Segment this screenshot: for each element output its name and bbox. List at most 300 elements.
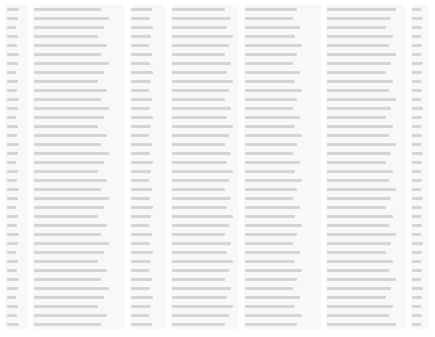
table-cell bbox=[239, 158, 321, 167]
illegible-text-smudge bbox=[327, 62, 391, 65]
table-row bbox=[6, 221, 429, 230]
table-cell bbox=[321, 59, 406, 68]
illegible-text-smudge bbox=[7, 278, 19, 281]
illegible-text-smudge bbox=[7, 197, 18, 200]
table-cell bbox=[166, 185, 239, 194]
illegible-text-smudge bbox=[327, 188, 396, 191]
illegible-text-smudge bbox=[131, 170, 151, 173]
illegible-text-smudge bbox=[327, 224, 389, 227]
illegible-text-smudge bbox=[412, 116, 422, 119]
table-cell bbox=[239, 293, 321, 302]
illegible-text-smudge bbox=[172, 53, 225, 56]
table-cell bbox=[239, 32, 321, 41]
table-cell bbox=[125, 275, 166, 284]
table-cell bbox=[239, 266, 321, 275]
table-cell bbox=[166, 293, 239, 302]
illegible-text-smudge bbox=[34, 179, 107, 182]
illegible-text-smudge bbox=[7, 206, 16, 209]
illegible-text-smudge bbox=[7, 287, 18, 290]
illegible-text-smudge bbox=[412, 26, 422, 29]
table-cell bbox=[239, 14, 321, 23]
illegible-text-smudge bbox=[245, 278, 297, 281]
illegible-text-smudge bbox=[172, 80, 233, 83]
table-cell bbox=[321, 68, 406, 77]
table-cell bbox=[166, 302, 239, 311]
illegible-text-smudge bbox=[245, 305, 295, 308]
illegible-text-smudge bbox=[172, 161, 227, 164]
table-row bbox=[6, 203, 429, 212]
illegible-text-smudge bbox=[7, 224, 17, 227]
illegible-text-smudge bbox=[7, 251, 16, 254]
table-cell bbox=[6, 239, 28, 248]
table-cell bbox=[321, 5, 406, 14]
illegible-text-smudge bbox=[131, 179, 149, 182]
table-cell bbox=[239, 194, 321, 203]
table-row bbox=[6, 50, 429, 59]
data-table bbox=[6, 5, 429, 329]
table-row bbox=[6, 113, 429, 122]
illegible-text-smudge bbox=[172, 215, 233, 218]
table-row bbox=[6, 293, 429, 302]
table-cell bbox=[166, 176, 239, 185]
illegible-text-smudge bbox=[172, 323, 225, 326]
table-cell bbox=[6, 248, 28, 257]
table-cell bbox=[166, 248, 239, 257]
illegible-text-smudge bbox=[172, 314, 229, 317]
table-cell bbox=[6, 275, 28, 284]
table-cell bbox=[28, 50, 125, 59]
table-cell bbox=[406, 77, 429, 86]
table-row bbox=[6, 68, 429, 77]
illegible-text-smudge bbox=[7, 170, 18, 173]
table-cell bbox=[6, 77, 28, 86]
illegible-text-smudge bbox=[7, 323, 19, 326]
illegible-text-smudge bbox=[131, 314, 149, 317]
table-cell bbox=[125, 311, 166, 320]
illegible-text-smudge bbox=[34, 35, 98, 38]
illegible-text-smudge bbox=[245, 35, 295, 38]
illegible-text-smudge bbox=[7, 269, 17, 272]
table-cell bbox=[125, 230, 166, 239]
table-cell bbox=[406, 14, 429, 23]
illegible-text-smudge bbox=[7, 17, 18, 20]
table-cell bbox=[6, 167, 28, 176]
illegible-text-smudge bbox=[327, 71, 386, 74]
illegible-text-smudge bbox=[245, 44, 302, 47]
illegible-text-smudge bbox=[7, 134, 17, 137]
table-cell bbox=[125, 77, 166, 86]
table-cell bbox=[406, 41, 429, 50]
illegible-text-smudge bbox=[34, 206, 104, 209]
table-cell bbox=[28, 59, 125, 68]
table-cell bbox=[239, 248, 321, 257]
table-cell bbox=[321, 140, 406, 149]
table-cell bbox=[406, 50, 429, 59]
illegible-text-smudge bbox=[245, 107, 293, 110]
illegible-text-smudge bbox=[172, 179, 229, 182]
illegible-text-smudge bbox=[245, 179, 302, 182]
table-cell bbox=[125, 167, 166, 176]
table-cell bbox=[166, 59, 239, 68]
table-cell bbox=[28, 257, 125, 266]
illegible-text-smudge bbox=[327, 179, 389, 182]
table-cell bbox=[406, 293, 429, 302]
table-cell bbox=[28, 185, 125, 194]
table-cell bbox=[239, 50, 321, 59]
illegible-text-smudge bbox=[412, 143, 421, 146]
table-cell bbox=[321, 14, 406, 23]
table-cell bbox=[125, 104, 166, 113]
table-row bbox=[6, 14, 429, 23]
illegible-text-smudge bbox=[412, 314, 422, 317]
table-cell bbox=[321, 23, 406, 32]
table-cell bbox=[28, 302, 125, 311]
table-cell bbox=[166, 212, 239, 221]
illegible-text-smudge bbox=[7, 215, 18, 218]
illegible-text-smudge bbox=[131, 161, 153, 164]
table-row bbox=[6, 122, 429, 131]
table-cell bbox=[125, 158, 166, 167]
table-row bbox=[6, 185, 429, 194]
table-cell bbox=[321, 176, 406, 185]
illegible-text-smudge bbox=[327, 80, 393, 83]
table-cell bbox=[239, 275, 321, 284]
illegible-text-smudge bbox=[7, 314, 17, 317]
table-cell bbox=[125, 140, 166, 149]
table-cell bbox=[239, 221, 321, 230]
table-row bbox=[6, 86, 429, 95]
table-cell bbox=[166, 230, 239, 239]
illegible-text-smudge bbox=[34, 116, 104, 119]
table-cell bbox=[239, 104, 321, 113]
table-cell bbox=[166, 275, 239, 284]
table-cell bbox=[28, 311, 125, 320]
illegible-text-smudge bbox=[412, 296, 422, 299]
table-cell bbox=[406, 257, 429, 266]
table-cell bbox=[406, 284, 429, 293]
illegible-text-smudge bbox=[172, 170, 233, 173]
illegible-text-smudge bbox=[34, 197, 109, 200]
table-cell bbox=[6, 95, 28, 104]
table-cell bbox=[6, 203, 28, 212]
illegible-text-smudge bbox=[245, 17, 293, 20]
table-cell bbox=[125, 266, 166, 275]
illegible-text-smudge bbox=[34, 53, 101, 56]
illegible-text-smudge bbox=[327, 26, 386, 29]
illegible-text-smudge bbox=[131, 269, 149, 272]
table-cell bbox=[166, 194, 239, 203]
table-cell bbox=[166, 266, 239, 275]
illegible-text-smudge bbox=[34, 242, 109, 245]
illegible-text-smudge bbox=[327, 206, 386, 209]
table-cell bbox=[125, 50, 166, 59]
illegible-text-smudge bbox=[172, 143, 225, 146]
illegible-text-smudge bbox=[7, 179, 17, 182]
illegible-text-smudge bbox=[7, 116, 16, 119]
scanned-table-area bbox=[6, 5, 429, 330]
table-cell bbox=[28, 104, 125, 113]
illegible-text-smudge bbox=[245, 188, 297, 191]
illegible-text-smudge bbox=[172, 17, 231, 20]
table-cell bbox=[125, 302, 166, 311]
table-row bbox=[6, 176, 429, 185]
illegible-text-smudge bbox=[412, 269, 422, 272]
table-cell bbox=[321, 32, 406, 41]
table-cell bbox=[166, 158, 239, 167]
table-cell bbox=[125, 86, 166, 95]
table-cell bbox=[6, 59, 28, 68]
illegible-text-smudge bbox=[172, 125, 233, 128]
illegible-text-smudge bbox=[172, 251, 227, 254]
table-row bbox=[6, 284, 429, 293]
illegible-text-smudge bbox=[327, 296, 386, 299]
illegible-text-smudge bbox=[245, 269, 302, 272]
illegible-text-smudge bbox=[34, 125, 98, 128]
table-row bbox=[6, 257, 429, 266]
illegible-text-smudge bbox=[7, 89, 17, 92]
illegible-text-smudge bbox=[172, 116, 227, 119]
illegible-text-smudge bbox=[7, 44, 17, 47]
illegible-text-smudge bbox=[412, 62, 423, 65]
illegible-text-smudge bbox=[412, 98, 421, 101]
illegible-text-smudge bbox=[131, 8, 152, 11]
table-cell bbox=[321, 311, 406, 320]
illegible-text-smudge bbox=[327, 305, 393, 308]
table-cell bbox=[6, 311, 28, 320]
illegible-text-smudge bbox=[131, 233, 152, 236]
table-cell bbox=[6, 302, 28, 311]
illegible-text-smudge bbox=[34, 71, 104, 74]
illegible-text-smudge bbox=[245, 260, 295, 263]
illegible-text-smudge bbox=[327, 251, 386, 254]
table-cell bbox=[166, 221, 239, 230]
illegible-text-smudge bbox=[412, 8, 421, 11]
illegible-text-smudge bbox=[131, 17, 150, 20]
table-cell bbox=[239, 185, 321, 194]
illegible-text-smudge bbox=[245, 161, 300, 164]
illegible-text-smudge bbox=[34, 134, 107, 137]
illegible-text-smudge bbox=[245, 125, 295, 128]
illegible-text-smudge bbox=[131, 206, 153, 209]
table-cell bbox=[28, 140, 125, 149]
table-cell bbox=[6, 176, 28, 185]
table-cell bbox=[28, 95, 125, 104]
table-cell bbox=[166, 122, 239, 131]
table-cell bbox=[166, 32, 239, 41]
illegible-text-smudge bbox=[7, 53, 19, 56]
table-cell bbox=[125, 212, 166, 221]
table-cell bbox=[6, 257, 28, 266]
table-cell bbox=[28, 41, 125, 50]
illegible-text-smudge bbox=[131, 98, 152, 101]
table-cell bbox=[28, 158, 125, 167]
table-cell bbox=[125, 194, 166, 203]
table-row bbox=[6, 266, 429, 275]
illegible-text-smudge bbox=[327, 260, 393, 263]
illegible-text-smudge bbox=[172, 305, 233, 308]
table-cell bbox=[6, 131, 28, 140]
table-cell bbox=[6, 185, 28, 194]
table-cell bbox=[125, 14, 166, 23]
illegible-text-smudge bbox=[34, 323, 101, 326]
illegible-text-smudge bbox=[131, 296, 153, 299]
illegible-text-smudge bbox=[245, 206, 300, 209]
illegible-text-smudge bbox=[131, 305, 151, 308]
table-cell bbox=[239, 230, 321, 239]
table-cell bbox=[406, 158, 429, 167]
table-cell bbox=[321, 41, 406, 50]
illegible-text-smudge bbox=[245, 251, 300, 254]
table-cell bbox=[6, 23, 28, 32]
table-row bbox=[6, 104, 429, 113]
table-cell bbox=[239, 23, 321, 32]
table-cell bbox=[239, 95, 321, 104]
table-cell bbox=[239, 131, 321, 140]
table-cell bbox=[239, 113, 321, 122]
illegible-text-smudge bbox=[7, 8, 19, 11]
illegible-text-smudge bbox=[34, 44, 107, 47]
table-cell bbox=[28, 293, 125, 302]
illegible-text-smudge bbox=[131, 197, 150, 200]
illegible-text-smudge bbox=[172, 98, 225, 101]
illegible-text-smudge bbox=[131, 260, 151, 263]
table-cell bbox=[6, 266, 28, 275]
table-cell bbox=[321, 221, 406, 230]
table-cell bbox=[125, 176, 166, 185]
table-cell bbox=[6, 140, 28, 149]
table-cell bbox=[321, 149, 406, 158]
table-cell bbox=[406, 221, 429, 230]
table-cell bbox=[321, 203, 406, 212]
illegible-text-smudge bbox=[131, 62, 150, 65]
table-cell bbox=[406, 176, 429, 185]
table-cell bbox=[406, 239, 429, 248]
table-cell bbox=[321, 239, 406, 248]
table-cell bbox=[406, 194, 429, 203]
illegible-text-smudge bbox=[327, 323, 396, 326]
table-cell bbox=[406, 212, 429, 221]
illegible-text-smudge bbox=[327, 278, 396, 281]
illegible-text-smudge bbox=[131, 152, 150, 155]
table-cell bbox=[125, 221, 166, 230]
illegible-text-smudge bbox=[245, 287, 293, 290]
table-cell bbox=[28, 194, 125, 203]
illegible-text-smudge bbox=[245, 233, 297, 236]
illegible-text-smudge bbox=[131, 44, 149, 47]
table-cell bbox=[406, 302, 429, 311]
illegible-text-smudge bbox=[7, 98, 19, 101]
table-cell bbox=[166, 257, 239, 266]
table-cell bbox=[321, 95, 406, 104]
table-cell bbox=[239, 140, 321, 149]
illegible-text-smudge bbox=[245, 170, 295, 173]
illegible-text-smudge bbox=[245, 26, 300, 29]
illegible-text-smudge bbox=[34, 107, 109, 110]
illegible-text-smudge bbox=[34, 251, 104, 254]
illegible-text-smudge bbox=[172, 260, 233, 263]
illegible-text-smudge bbox=[7, 152, 18, 155]
table-cell bbox=[406, 149, 429, 158]
table-cell bbox=[321, 104, 406, 113]
illegible-text-smudge bbox=[245, 89, 302, 92]
table-cell bbox=[6, 41, 28, 50]
illegible-text-smudge bbox=[172, 8, 225, 11]
table-cell bbox=[239, 203, 321, 212]
table-row bbox=[6, 230, 429, 239]
table-cell bbox=[321, 275, 406, 284]
illegible-text-smudge bbox=[7, 233, 19, 236]
illegible-text-smudge bbox=[412, 44, 422, 47]
illegible-text-smudge bbox=[245, 197, 293, 200]
table-cell bbox=[239, 41, 321, 50]
illegible-text-smudge bbox=[131, 278, 152, 281]
table-cell bbox=[406, 311, 429, 320]
table-cell bbox=[6, 86, 28, 95]
illegible-text-smudge bbox=[327, 134, 389, 137]
illegible-text-smudge bbox=[412, 305, 421, 308]
table-cell bbox=[125, 122, 166, 131]
illegible-text-smudge bbox=[131, 26, 153, 29]
table-row bbox=[6, 59, 429, 68]
table-cell bbox=[166, 41, 239, 50]
table-row bbox=[6, 149, 429, 158]
illegible-text-smudge bbox=[131, 116, 153, 119]
illegible-text-smudge bbox=[172, 134, 229, 137]
illegible-text-smudge bbox=[131, 35, 151, 38]
table-cell bbox=[321, 212, 406, 221]
illegible-text-smudge bbox=[412, 179, 422, 182]
table-cell bbox=[321, 257, 406, 266]
illegible-text-smudge bbox=[172, 206, 227, 209]
table-cell bbox=[6, 284, 28, 293]
table-cell bbox=[239, 311, 321, 320]
table-body bbox=[6, 5, 429, 329]
table-cell bbox=[6, 122, 28, 131]
table-cell bbox=[6, 158, 28, 167]
illegible-text-smudge bbox=[245, 296, 300, 299]
table-cell bbox=[239, 77, 321, 86]
illegible-text-smudge bbox=[245, 224, 302, 227]
illegible-text-smudge bbox=[412, 107, 423, 110]
table-cell bbox=[406, 230, 429, 239]
illegible-text-smudge bbox=[7, 296, 16, 299]
table-cell bbox=[28, 320, 125, 329]
table-cell bbox=[28, 275, 125, 284]
table-cell bbox=[28, 122, 125, 131]
illegible-text-smudge bbox=[34, 98, 101, 101]
illegible-text-smudge bbox=[172, 224, 229, 227]
table-cell bbox=[125, 59, 166, 68]
table-cell bbox=[6, 50, 28, 59]
table-cell bbox=[166, 5, 239, 14]
table-cell bbox=[321, 284, 406, 293]
table-cell bbox=[321, 113, 406, 122]
table-row bbox=[6, 158, 429, 167]
illegible-text-smudge bbox=[412, 53, 421, 56]
illegible-text-smudge bbox=[131, 143, 152, 146]
table-cell bbox=[321, 167, 406, 176]
table-cell bbox=[28, 14, 125, 23]
table-cell bbox=[406, 167, 429, 176]
illegible-text-smudge bbox=[412, 80, 421, 83]
illegible-text-smudge bbox=[131, 323, 152, 326]
illegible-text-smudge bbox=[34, 260, 98, 263]
illegible-text-smudge bbox=[245, 242, 293, 245]
table-cell bbox=[239, 122, 321, 131]
illegible-text-smudge bbox=[172, 242, 231, 245]
illegible-text-smudge bbox=[412, 134, 422, 137]
table-cell bbox=[166, 131, 239, 140]
